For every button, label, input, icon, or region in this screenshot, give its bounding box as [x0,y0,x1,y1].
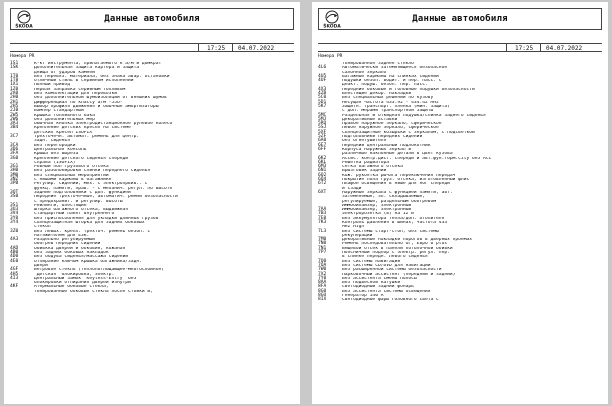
pr-description: регулируемые, раздельным обогревом [342,199,437,204]
pr-code: 4L6 [318,65,327,71]
pr-description: Раздельно регулируемый [34,238,95,243]
pr-code: 4X3 [318,86,327,92]
pr-description: детских кресел ISOFIX [34,130,93,135]
pr-description: салонное зеркало [342,70,387,75]
pr-code: 7K3 [318,219,327,225]
column-label: Номера PR [10,54,35,59]
print-time: 17:25 [207,45,226,52]
pr-code: 3S0 [10,194,19,200]
pr-description: Защитн. транспорт. плёнка (мин. защита) [342,104,450,109]
pr-description: тонированные боковые стекла после стойки В, [34,289,153,294]
pr-code: 7N0 [318,241,327,247]
pr-description: Стандартный пакет внутреннего [34,212,115,217]
pr-code: 7P7 [318,250,327,256]
pr-code: 3U3 [10,207,19,213]
pr-code: 5SJ [318,125,327,131]
pr-code: 3S1 [10,202,19,208]
pr-code: 3FA [10,151,19,157]
pr-description: К-кт инструмента, прилагаемого к а/м и домкрат [34,62,162,66]
pr-description: Подголовники передних сидений [342,135,423,140]
pr-code: 8GU [318,293,327,299]
pr-code: 2H0 [10,95,19,101]
print-date: 04.07.2022 [546,45,583,52]
pr-code: 1T0 [10,73,19,79]
pr-description: Центральный замок "Keyless-Entry" без [34,276,137,281]
pr-code: 1S1 [10,61,19,66]
page-header [318,8,602,30]
pr-code: 2H1 [10,99,19,105]
brand-wordmark: ŠKODA [323,24,341,29]
pr-description: Без системы навигации [342,259,401,264]
pr-code: 3Y0 [10,215,19,221]
pr-description: блокировки отпирания дверей изнутри [34,281,131,286]
pr-code: 7B3 [318,211,327,217]
pr-description: справа (ISOFIX) [34,160,76,165]
pr-code: 4UF [318,78,327,84]
pr-description: Багажные карманы на спинках сидений [342,74,439,79]
pr-description: в спинке передн. левого сиденья [342,255,428,260]
pr-description: натяжителем для ЕЗК. [34,233,90,238]
pr-code: 6K2 [318,155,327,161]
pr-code: 4U5 [318,73,327,79]
pr-description: Парковочный ассистент (передний и задний) [342,272,456,277]
pr-code: 3A3 [10,121,19,127]
pr-code: 5K7 [318,103,327,109]
pr-description: Без разблокировки спинки переднего сиденья [34,169,151,174]
pr-code: 3C7 [10,134,19,140]
pr-code: 4KF [10,284,19,290]
pr-description: "Детская" блокировка, электр. [34,272,115,277]
pr-code: 3B4 [10,125,19,131]
pr-description: Без перевяз. материала, без знака авар. остановки [34,74,170,79]
pr-code: 8G0 [318,288,327,294]
pr-description: Без обдува сиденья/массажа сидений [34,255,129,260]
pr-code: 5D1 [318,99,327,105]
pr-description: Трёхточечн. автомат. ремень для центр. [34,135,140,140]
page-meta-bar [10,43,294,52]
pr-description: Первая заправка серийным топливом [34,87,126,92]
pr-description: Подушки безоп. водит. и пер. пасс. с [342,79,442,84]
pr-description: Декоративные накладки порогов в дверных проёмах [342,238,472,243]
pr-description: Передний центральный подлокотник [342,143,431,148]
pr-description: Передние трёхточечные, автоматич. ремни безопасности [34,195,178,200]
pr-description: Светодиодный задний фонарь [342,285,414,290]
pr-code: 3G1 [10,164,19,170]
pr-code: 7X2 [318,271,327,277]
pr-description: Левое наружное зеркало, сферическое [342,126,439,131]
pr-code: 2W6 [10,116,19,122]
pr-description: Регулир. сидений, мех. с электропрвив.. с [34,182,148,187]
pr-description: обогрев передних сидений [34,242,101,247]
pr-code: 6A0 [318,138,327,144]
pr-code: 4E0 [10,258,19,264]
pr-description: Электророзетка (в) на 12 В [342,212,414,217]
document-page-left [4,2,300,404]
pr-description: Без системы старт-стоп, без системы [342,229,439,234]
pr-description: Без ассистента смены полосы [342,276,417,281]
pr-description: затемняемые, эл. складываемые, [342,195,425,200]
pr-description: Задние подголовники с доп. функцией [34,190,131,195]
pr-code: 4A3 [10,237,19,243]
pr-code: 3H0 [10,168,19,174]
pr-code: 6Q2 [318,172,327,178]
pr-code: 5RQ [318,121,327,127]
pr-description: Блестящие декор. накладки [342,92,412,97]
pr-description: с предохранит. и регулир. высоты [34,199,123,204]
pr-description: Отпирание ключом крышка багажника/задн. [34,259,142,264]
pr-code: 1Z0 [10,86,19,92]
pr-description: Поясничный подпор с электр. регул. пер. [342,251,450,256]
pr-description: Кож. рукоятка рычага переключения передач [342,173,456,178]
pr-description: днища от ударов камней [34,70,95,75]
pr-code: 1T8 [10,78,19,84]
pr-description: Ветровое стекло (теплопоглощающее-многослойное) [34,268,164,273]
pr-code: 5ZF [318,134,327,140]
pr-code-list [10,62,296,294]
pr-description: Обивкка дверей и боковин, кожаная [34,246,126,251]
pr-description: деакт. подуш. безоп. пер. пасс. [342,83,428,88]
print-date: 04.07.2022 [238,45,275,52]
pr-code: 5XF [318,129,327,135]
page-title: Данные автомобиля [412,14,508,24]
pr-code: 7N1 [318,245,327,251]
pr-code: 3Y4 [10,219,19,225]
pr-code [10,290,34,294]
pr-code: 2A0 [10,91,19,97]
pr-description: двери [34,263,48,268]
pr-description: Дифференциал по классу а/м -55U- [34,100,123,105]
pr-description: Несущая частота 433.92 - 434.42 MHz [342,100,439,105]
pr-description: MHz High [342,225,365,230]
pr-description: Наружные зеркала с функцией памяти, авт. [342,190,453,195]
pr-code: 6E7 [318,142,327,148]
pr-code: 3G0 [10,155,19,161]
pr-code: 4D0 [10,254,19,260]
pr-description: различные наклонные детали в цвет кузова [342,152,453,157]
pr-code: 3NZ [10,177,19,183]
pr-code: 3M0 [10,172,19,178]
pr-code: 6N1 [318,168,327,174]
pr-description: Автоматически затемняющееся безопасное [342,66,448,71]
pr-description: Декоративные вставки [342,117,398,122]
pr-code: 2W5 [10,112,19,118]
pr-code: 3QT [10,189,19,195]
pr-code: 1SK [10,65,19,71]
pr-description: Без перегородки [34,143,76,148]
pr-description: Центральная консоль [34,147,87,152]
pr-code: 4I3 [10,275,19,281]
pr-description: Плафон освещения в нише для ног спереди [342,182,450,187]
brand-wordmark: ŠKODA [15,24,33,29]
pr-code: 8FA [318,284,327,290]
pr-description: Шторка багажного отсека, выдвижная [34,208,129,213]
pr-description: Без подвесной катушки [342,281,401,286]
document-page-right [312,2,608,404]
pr-code: 5MC [318,112,327,118]
pr-code: 7QA [318,262,327,268]
pr-description: Ассис. контр.дист. спереди и авт.фун.торм.City без АСС [342,156,492,161]
pr-code: 3Z0 [10,228,19,234]
pr-code: 5MJ [318,116,327,122]
pr-description: Вещевой отсек в панели потолочной обивки [342,246,453,251]
page-meta-bar [318,43,602,52]
pr-description: Солнцезащитные козырьки с зеркалом, с подсветкой [342,130,475,135]
pr-code: 4GF [10,267,19,273]
pr-code: 7M0 [318,237,327,243]
pr-description: Светодиодные фары головного света с [342,298,439,303]
pr-description: Крышка топливного бака [34,113,95,118]
pr-code: 4B0 [10,250,19,256]
pr-description: Крепление детского сиденья спереди [34,156,129,161]
pr-description: Крыша без вырезa [34,152,79,157]
pr-description: задн. сиденья [34,139,70,144]
pr-description: Выбор профиля движения и обычные амортизаторы [34,104,159,109]
page-title: Данные автомобиля [104,14,200,24]
pr-description: С нишами карманы в багажнике [34,178,112,183]
pr-description: Контроль давления в шинах, частота 433 [342,220,448,225]
pr-description: без дополнительных мер [34,117,95,122]
pr-description: Без расширенной системы безопасности [342,268,442,273]
pr-description: Без специальных мероприятий [34,173,109,178]
print-time: 17:25 [515,45,534,52]
pr-code: 5C0 [318,95,327,101]
pr-description: Без системы CD/DVD для навигации [342,263,431,268]
pr-description: Без комплектации для перевозки [34,92,117,97]
pr-description: Без приспособления для укладки длинных грузов [34,216,159,221]
pr-code: 3CA [10,142,19,148]
pr-description: Корпуса наружных зеркал и [342,147,412,152]
pr-description: Без ассистента системы освещения [342,289,431,294]
pr-description: Крепление детских кресел на системе [34,126,131,131]
pr-description: без задних боковых накладок [34,251,109,256]
pr-description: Полный привод [34,83,70,88]
pr-description: Обычная кнопка электродистанционное рулевое колесо [34,122,173,127]
pr-description: Раздельная и откидная подушка/спинка заднего сиденья [342,113,486,118]
pr-code: 7W0 [318,267,327,273]
pr-description: Без аккумулятора тепла/доп. отопителя [342,216,445,221]
pr-code: 7Q0 [318,258,327,264]
pr-description: Правое наружное зеркало, сферическое [342,122,442,127]
pr-description: без огнетушителя [342,139,387,144]
pr-code: 3D6 [10,146,19,152]
pr-code: 2JB [10,108,19,114]
pr-code: 7Y0 [318,275,327,281]
pr-description: Атермальные боковые стекла, [34,285,109,290]
pr-code-list [318,62,604,303]
pr-description: Дополнительная защита картера и защита [34,66,140,71]
pr-code: 7E0 [318,215,327,221]
pr-code: 6Q4 [318,177,327,183]
pr-description: Ровный пол грузового отсека [34,165,109,170]
pr-description: с доп. мерами транспортной защиты [342,109,434,114]
pr-description: Бампер стандартный [34,109,84,114]
pr-description: Иммобилайзер, электронный [342,203,412,208]
pr-description: Генератор 140 А [342,294,384,299]
pr-code: 6T2 [318,181,327,187]
pr-code-row [318,298,604,302]
pr-code-row [10,290,296,294]
pr-code: 8AA [318,280,327,286]
page-header [10,8,294,30]
pr-description: стекол [34,225,51,230]
pr-code: 7AA [318,207,327,213]
pr-code: 2H5 [10,103,19,109]
pr-description: Солнцезащитная шторка для задних боковых [34,220,145,225]
pr-description: Ремень последовательно ОГ, Евро 6 plus [342,242,448,247]
pr-code: 6FF [318,146,327,152]
pr-description: Решётка радиатора [342,160,390,165]
pr-description: Рейлинги, блестящие [34,203,87,208]
pr-code: 4AD [10,245,19,251]
pr-code: 4H5 [10,271,19,277]
pr-description: Покрытие пола груз. отсека, изготовленный флис [342,178,470,183]
pr-description: рекуперации [342,233,373,238]
pr-description: без дополнительной шумоизоляции от внешних шумов [34,96,167,101]
pr-description: Без левых. крепл. трёхточ. ремень безоп. с [34,229,151,234]
pr-code: 6KL [318,159,327,165]
pr-description: и сзади [342,186,362,191]
pr-code: 6XT [318,189,327,195]
pr-code: 4ZB [318,91,327,97]
pr-code: 1X1 [10,82,19,88]
pr-description: Передние боковые и головные подушки безопасности [342,87,475,92]
pr-description: функц. памяти, прав. - с механич. регул. по высоте [34,186,173,191]
column-label: Номера PR [318,54,343,59]
pr-code: 3PB [10,181,19,187]
pr-code: 3V4 [10,211,19,217]
pr-description: Иммобилайзер, электронный [342,208,412,213]
pr-description: отличный стиль в серийном исполнении [34,79,134,84]
pr-description: Без специальных решений по кузову [342,96,434,101]
pr-code: 6M3 [318,164,327,170]
pr-description: Брызговик задний [342,169,387,174]
pr-code: 7L3 [318,228,327,234]
pr-code: 8IX [318,297,327,303]
pr-description: тонированное заднее стекло [342,62,414,66]
pr-description: Сетка багажного отсека [342,165,403,170]
